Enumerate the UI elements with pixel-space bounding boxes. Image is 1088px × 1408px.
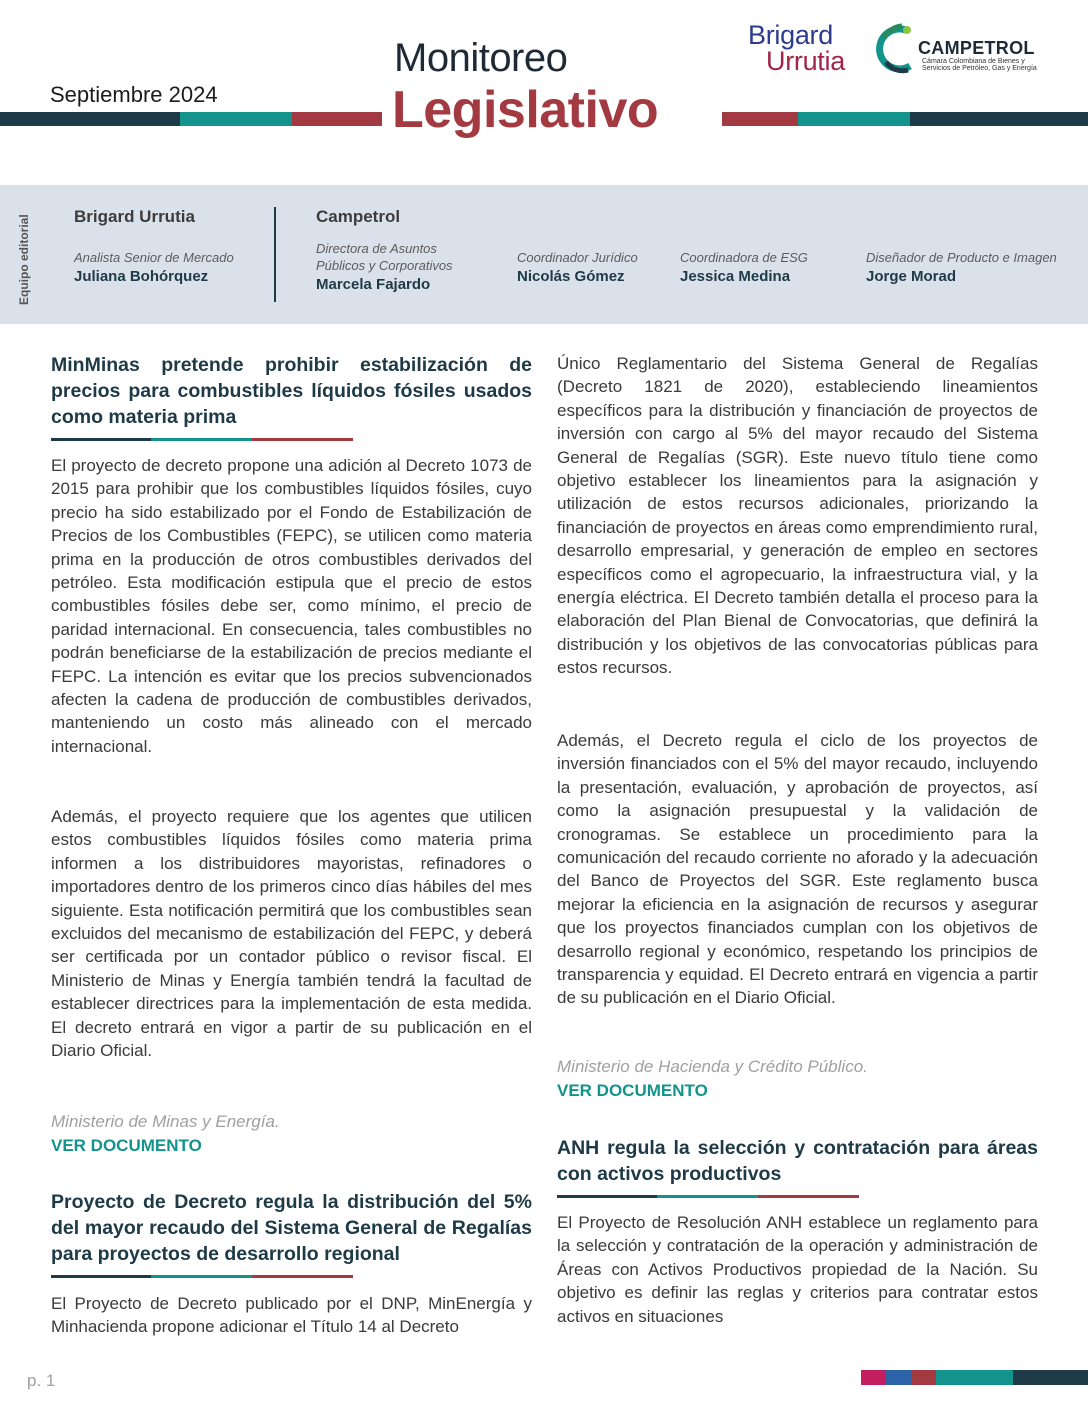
member-name: Marcela Fajardo [316, 276, 431, 293]
footer-band [861, 1370, 886, 1385]
member-name: Juliana Bohórquez [74, 268, 209, 285]
logo-text-urrutia: Urrutia [766, 46, 845, 76]
brigard-urrutia-logo [748, 22, 845, 74]
article-1-view-document-link[interactable]: VER DOCUMENTO [51, 1136, 202, 1155]
article-2-view-document-link[interactable]: VER DOCUMENTO [557, 1081, 708, 1100]
article-1-paragraph-1: El proyecto de decreto propone una adición al Decreto 1073 de 2015 para prohibir que los combustibles líquidos fósiles, cuyo precio ha sido estabilizado por el Fondo de Estabilización de Precios de los Combustibles (FEPC), se utilicen como materia prima en la producción de otros combustibles derivados del petróleo. Esta modificación estipula que el precio de estos combustibles fósiles debe ser, como mínimo, el precio de paridad internacional. En consecuencia, tales combustibles no podrán beneficiarse de la estabilización de precios mediante el FEPC. La intención es evitar que los precios subvencionados afecten la cadena de producción de combustibles derivados, manteniendo un costo más alineado con el mercado internacional. [51, 456, 532, 756]
header-band-dark-right [910, 112, 1088, 126]
article-3-title: ANH regula la selección y contratación para áreas con activos productivos [557, 1137, 1038, 1185]
footer-band [1013, 1370, 1088, 1385]
editorial-divider [274, 207, 276, 302]
header-band-red-right [722, 112, 798, 126]
header-band-teal [180, 112, 292, 126]
article-2-paragraph-1-continued: Único Reglamentario del Sistema General de Regalías (Decreto 1821 de 2020), estableciendo lineamientos específicos para la distribución y financiación de proyectos de inversión con cargo al 5% del mayor recaudo del Sistema General de Regalías (SGR). Este nuevo título tiene como objetivo establecer los lineamientos para la asignación y utilización de estos recursos adicionales, priorizando la financiación de proyectos en áreas como emprendimiento rural, desarrollo empresarial, y generación de empleo en sectores específicos como el agropecuario, la infraestructura vial, y la energía eléctrica. El Decreto también detalla el proceso para la elaboración del Plan Bienal de Convocatorias, que definirá la distribución y los objetivos de las convocatorias públicas para estos recursos. [557, 354, 1038, 678]
article-2-rule [51, 1275, 353, 1278]
page-number: p. 1 [27, 1371, 56, 1390]
footer-band [886, 1370, 911, 1385]
member-name: Nicolás Gómez [517, 268, 625, 285]
article-1-paragraph-2: Además, el proyecto requiere que los agentes que utilicen estos combustibles líquidos fósiles como materia prima informen a los distribuidores mayoristas, refinadores o importadores dentro de los primeros cinco días hábiles del mes siguiente. Esta notificación permitirá que los combustibles sean excluidos del mecanismo de estabilización del FEPC, y deberá ser certificada por un contador público o revisor fiscal. El Ministerio de Minas y Energía también tendrá la facultad de establecer directrices para la implementación de esta medida. El decreto entrará en vigor a partir de su publicación en el Diario Oficial. [51, 807, 532, 1061]
article-1-title: MinMinas pretende prohibir estabilización de precios para combustibles líquidos fósiles usados como materia prima [51, 354, 532, 428]
header-band-teal-right [798, 112, 910, 126]
article-2-source: Ministerio de Hacienda y Crédito Público. [557, 1057, 868, 1076]
footer-band [936, 1370, 1013, 1385]
member-role: Diseñador de Producto e Imagen [866, 250, 1057, 265]
member-role: Coordinador Jurídico [517, 250, 638, 265]
editorial-label: Equipo editorial [17, 214, 31, 305]
title-legislativo: Legislativo [392, 81, 659, 139]
header-band-dark [0, 112, 180, 126]
logo-text-brigard: Brigard [748, 20, 833, 50]
member-role: Analista Senior de Mercado [74, 250, 234, 265]
member-name: Jessica Medina [680, 268, 791, 285]
org-brigard: Brigard Urrutia [74, 207, 195, 226]
article-3-rule [557, 1195, 859, 1198]
header-band-red [292, 112, 382, 126]
footer-band [911, 1370, 936, 1385]
article-2-paragraph-2: Además, el Decreto regula el ciclo de los proyectos de inversión financiados con el 5% del mayor recaudo, incluyendo la presentación, evaluación, y aprobación de proyectos, así como la asignación presupuestal y la validación de cronogramas. Se establece un procedimiento para la comunicación del recaudo corriente no aforado y la adecuación del Banco de Proyectos del SGR. Este reglamento busca mejorar la eficiencia en la asignación de recursos y asegurar que los proyectos financiados cumplan con los objetivos de desarrollo regional y económico, respetando los principios de transparencia y equidad. El Decreto entrará en vigencia a partir de su publicación en el Diario Oficial. [557, 731, 1038, 1008]
campetrol-mark-icon [876, 22, 920, 76]
article-1-rule [51, 438, 353, 441]
member-role: Coordinadora de ESG [680, 250, 808, 265]
article-2-title: Proyecto de Decreto regula la distribución del 5% del mayor recaudo del Sistema General de Regalías para proyectos de desarrollo regional [51, 1191, 532, 1265]
member-role: Directora de Asuntos Públicos y Corporativos [316, 241, 453, 273]
article-3-paragraph-1: El Proyecto de Resolución ANH establece un reglamento para la selección y contratación de la operación y administración de Áreas con Activos Productivos propiedad de la Nación. Su objetivo es definir las reglas y criterios para contratar estos activos en situaciones [557, 1213, 1038, 1326]
article-2-paragraph-1: El Proyecto de Decreto publicado por el DNP, MinEnergía y Minhacienda propone adicionar el Título 14 al Decreto [51, 1294, 532, 1337]
logo-subtitle: Cámara Colombiana de Bienes y Servicios de Petróleo, Gas y Energía [922, 58, 1037, 72]
campetrol-logo [876, 22, 1046, 78]
logo-text-campetrol: CAMPETROL [918, 38, 1035, 58]
org-campetrol: Campetrol [316, 207, 401, 226]
member-name: Jorge Morad [866, 268, 957, 285]
title-monitoreo: Monitoreo [394, 36, 568, 80]
article-1-source: Ministerio de Minas y Energía. [51, 1112, 280, 1131]
issue-date: Septiembre 2024 [50, 82, 218, 107]
